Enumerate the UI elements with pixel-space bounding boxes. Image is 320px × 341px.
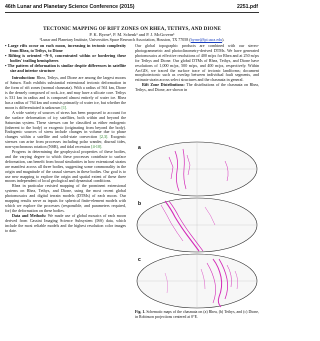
conference-header: 46th Lunar and Planetary Science Conference (2015) xyxy=(5,4,135,10)
author-list: P. K. Byrne¹, P. M. Schenk¹ and P. J. McGovern¹ xyxy=(89,32,175,37)
intro-paragraph-4: Rhea in particular resisted mapping of the prominent extensional systems on Rhea, Tethys, and Dione, using the most recent global photomosaics and digital terrain models (DTMs) of each moon. Our mapping results serve as inputs for spherical finite-element models with which we explore the processes (responsible, and parameters required, for) the deformation on these bodies. xyxy=(5,183,126,213)
map-panel-dione xyxy=(137,254,257,308)
panel-label-c: c xyxy=(138,257,141,263)
figure-caption xyxy=(135,310,259,319)
citation[interactable]: [1]. xyxy=(61,104,68,110)
caption-text: Schematic maps of the chasmata on (a) Rhea, (b) Tethys, and (c) Dione, in Robinson projections centered at 0°E. xyxy=(135,310,259,319)
intro-text-2b: Exogenic stresses can arise from processes including polar wander, diurnal tides, non-synchronous rotation (NSR), and tidal recession xyxy=(5,134,127,150)
citation[interactable]: [4-10]. xyxy=(91,144,103,150)
highlight-item: • Rifting is oriented ~N-S, concentrated within or bordering these bodies' trailing hemispheres xyxy=(5,52,126,63)
methods-text: We made use of global mosaics of each moon derived from Cassini Imaging Science Subsystem (ISS) data, which include the most reliable models and the highest resolution color images to date. xyxy=(5,212,126,233)
rift-zone-paragraph xyxy=(135,83,259,93)
affiliation-text: ¹Lunar and Planetary Institute, Universities Space Research Association, Houston, TX 77058 ( xyxy=(39,37,191,42)
left-column xyxy=(5,44,126,233)
map-panel-rhea xyxy=(137,142,257,196)
intro-paragraph-2 xyxy=(5,111,126,150)
map-panel-tethys xyxy=(137,198,257,252)
citation[interactable]: [2,3]. xyxy=(99,134,109,140)
affiliation xyxy=(0,37,264,42)
email-link[interactable]: byrne@lpi.usra.edu xyxy=(190,37,223,42)
affiliation-close: ). xyxy=(222,37,225,42)
intro-heading: Introduction: xyxy=(12,75,36,81)
abstract-number: 2251.pdf xyxy=(236,4,258,10)
methods-continued: Our global topographic products are combined with our stereo-photogrammetric and photoclinometry-derived DTMs. We have generated photomosaics at effective resolutions of 400 m/px for Rhea and at 250 m/px for Tethys and Dione. Our global DTMs of Rhea, Tethys, and Dione have resolutions of 1,000 m/px, 500 m/px, and 400 m/px, respectively. Within ArcGIS, we traced the surface trace of tectonic landforms; document morphotectonic such as overlap between individual fault segments, and estimate strain across select structures and the chasmata in general. xyxy=(135,43,259,83)
rift-maps xyxy=(135,141,259,309)
highlight-item: • The pattern of deformation is similar despite differences in satellite size and interior structure xyxy=(5,62,126,73)
header-rule xyxy=(5,12,259,13)
right-column xyxy=(135,44,259,93)
methods-paragraph xyxy=(5,214,126,234)
intro-text-2: A wide variety of sources of stress has been proposed to account for the surface deformation of icy satellites, both within and beyond the Saturnian system. These stresses can be classified as either endogenic (inherent to the body) or exogenic (originating from beyond the body). Endogenic sources of stress include changes in volume due to phase changes within a satellite and solid-state convection xyxy=(5,109,126,140)
intro-text-1: Rhea, Tethys, and Dione are among the largest moons of Saturn. Each exhibits substantial extensional tectonic deformation in the form of rift zones (normal chasmata). With a radius of 561 km, Dione is the densely composed of rock–ice, and may have a silicate core. Tethys is 531 km in radius and is composed almost entirely of water ice. Rhea has a radius of 764 km and consists primarily of water ice, but whether the moon is differentiated is unknown xyxy=(5,75,127,110)
methods-heading: Data and Methods: xyxy=(12,212,47,218)
panel-label-a: a xyxy=(138,145,141,151)
panel-label-b: b xyxy=(138,201,142,207)
caption-heading: Fig. 1. xyxy=(135,310,146,314)
intro-paragraph-1 xyxy=(5,76,126,110)
intro-paragraph-3: Progress in determining the geophysical properties of these bodies, and the varying degree to which these processes contribute to surface deformation, can benefit from broad similarities in how extensional strains are manifest across all three bodies, suggesting some commonality in the origin and magnitude of the causal stresses in these bodies. Our goal is to use new mapping to explore the origin and spatial extent of these three moons independent of local geological and dynamical conditions. xyxy=(5,149,126,184)
rift-zone-text: The distributions of the chasmata on Rhea, Tethys, and Dione, are shown in xyxy=(135,82,259,93)
highlight-item: • Large rifts occur on each moon, increasing in tectonic complexity from Rhea, to Tethys, to Dione xyxy=(5,43,126,53)
rift-zone-heading: Rift Zone Distributions: xyxy=(142,82,185,88)
highlights-list xyxy=(5,44,126,73)
figure-1 xyxy=(135,141,259,309)
paper-title: TECTONIC MAPPING OF RIFT ZONES ON RHEA, TETHYS, AND DIONE xyxy=(43,26,221,32)
